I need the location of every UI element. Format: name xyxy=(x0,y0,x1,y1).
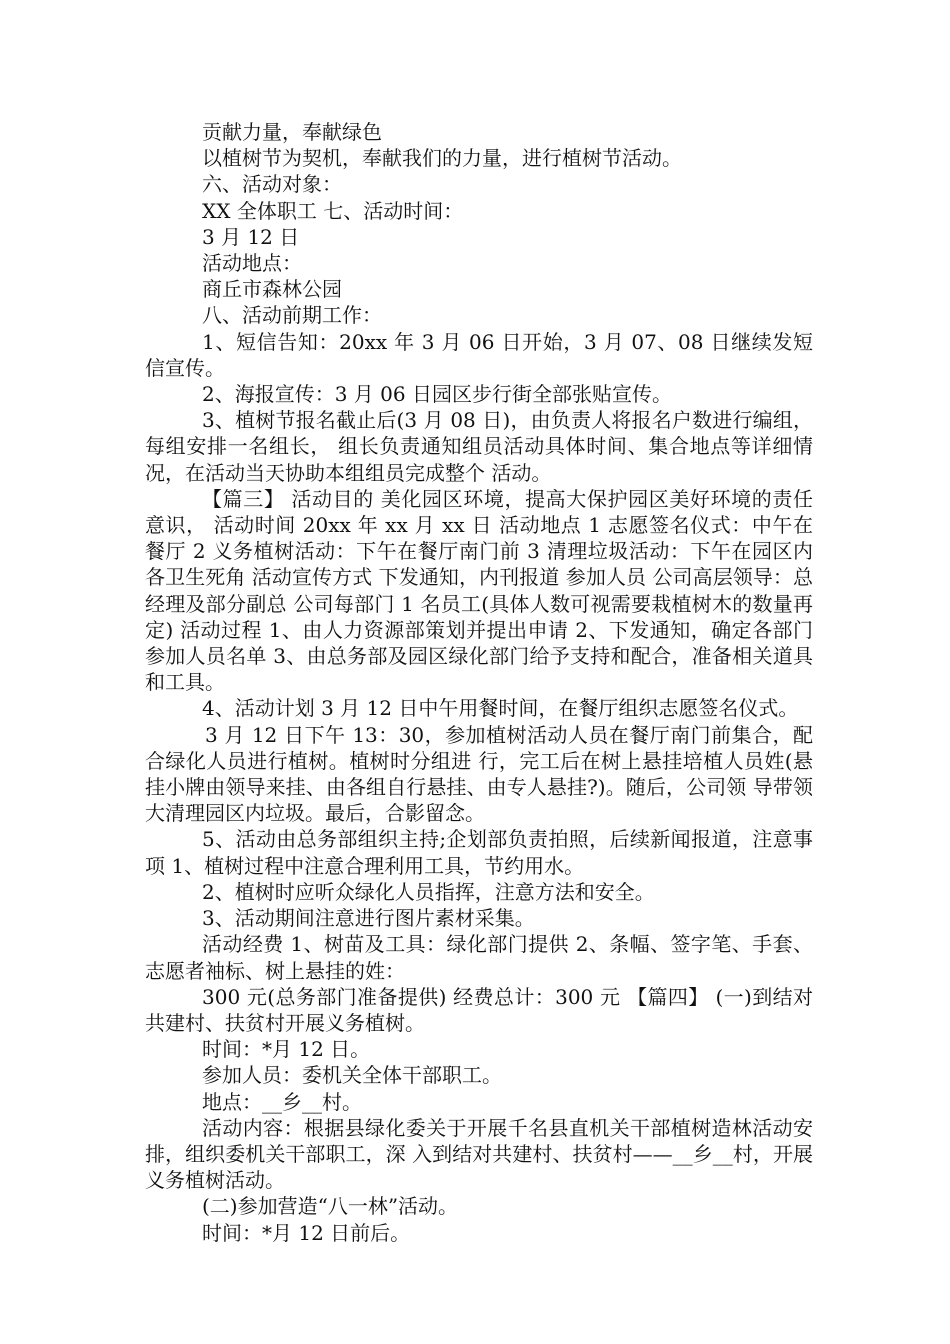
paragraph: 活动内容：根据县绿化委关于开展千名县直机关干部植树造林活动安排，组织委机关干部职工，深 入到结对共建村、扶贫村——__乡__村，开展义务植树活动。 xyxy=(145,1115,813,1193)
paragraph: 300 元(总务部门准备提供) 经费总计：300 元 【篇四】 (一)到结对共建村、扶贫村开展义务植树。 xyxy=(145,984,813,1035)
paragraph: 八、活动前期工作： xyxy=(202,303,382,328)
paragraph: 【篇三】 活动目的 美化园区环境，提高大保护园区美好环境的责任意识， 活动时间 20xx 年 xx 月 xx 日 活动地点 1 志愿签名仪式：中午在餐厅 2 义务植树活动：下午在餐厅南门前 3 清理垃圾活动：下午在园区内各卫生死角 活动宣传方式 下发通知，内刊报道 参加人员 公司高层领导：总经理及部分副总 公司每部门 1 名员工(具体人数可视需要栽植树木的数量再定) 活动过程 1、由人力资源部策划并提出申请 2、下发通知，确定各部门参加人员名单 3、由总务部及园区绿化部门给予支持和配合，准备相关道具和工具。 xyxy=(145,486,813,695)
paragraph: XX 全体职工 七、活动时间： xyxy=(202,198,464,223)
paragraph: 贡献力量，奉献绿色 xyxy=(202,120,382,144)
paragraph: 六、活动对象： xyxy=(202,172,342,197)
paragraph: 参加人员：委机关全体干部职工。 xyxy=(202,1063,502,1088)
paragraph: 2、海报宣传：3 月 06 日园区步行街全部张贴宣传。 xyxy=(202,382,672,407)
paragraph: 时间：*月 12 日。 xyxy=(202,1037,371,1062)
paragraph: 1、短信告知：20xx 年 3 月 06 日开始，3 月 07、08 日继续发短信宣传。 xyxy=(145,329,813,380)
document-body xyxy=(145,119,813,1246)
paragraph: (二)参加营造“八一林”活动。 xyxy=(202,1194,459,1219)
paragraph: 3、植树节报名截止后(3 月 08 日)，由负责人将报名户数进行编组，每组安排一名组长， 组长负责通知组员活动具体时间、集合地点等详细情况，在活动当天协助本组组员完成整个 活动。 xyxy=(145,408,813,485)
paragraph: 2、植树时应听众绿化人员指挥，注意方法和安全。 xyxy=(202,879,655,904)
paragraph: 3、活动期间注意进行图片素材采集。 xyxy=(202,906,535,931)
paragraph: 3 月 12 日下午 13：30，参加植树活动人员在餐厅南门前集合，配合绿化人员进行植树。植树时分组进 行，完工后在树上悬挂培植人员姓(悬挂小牌由领导来挂、由各组自行悬挂、由专人悬挂?)。随后，公司领 导带领大清理园区内垃圾。最后，合影留念。 xyxy=(145,722,813,826)
paragraph: 时间：*月 12 日前后。 xyxy=(202,1220,411,1245)
paragraph: 以植树节为契机，奉献我们的力量，进行植树节活动。 xyxy=(202,146,682,171)
paragraph: 3 月 12 日 xyxy=(202,224,300,249)
paragraph: 5、活动由总务部组织主持;企划部负责拍照，后续新闻报道，注意事项 1、植树过程中注意合理利用工具，节约用水。 xyxy=(145,827,813,878)
paragraph: 商丘市森林公园 xyxy=(202,277,342,302)
paragraph: 4、活动计划 3 月 12 日中午用餐时间，在餐厅组织志愿签名仪式。 xyxy=(202,696,799,721)
paragraph: 活动地点： xyxy=(202,251,302,276)
paragraph: 地点：__乡__村。 xyxy=(202,1089,362,1114)
paragraph: 活动经费 1、树苗及工具：绿化部门提供 2、条幅、签字笔、手套、志愿者袖标、树上悬挂的姓： xyxy=(145,932,813,983)
